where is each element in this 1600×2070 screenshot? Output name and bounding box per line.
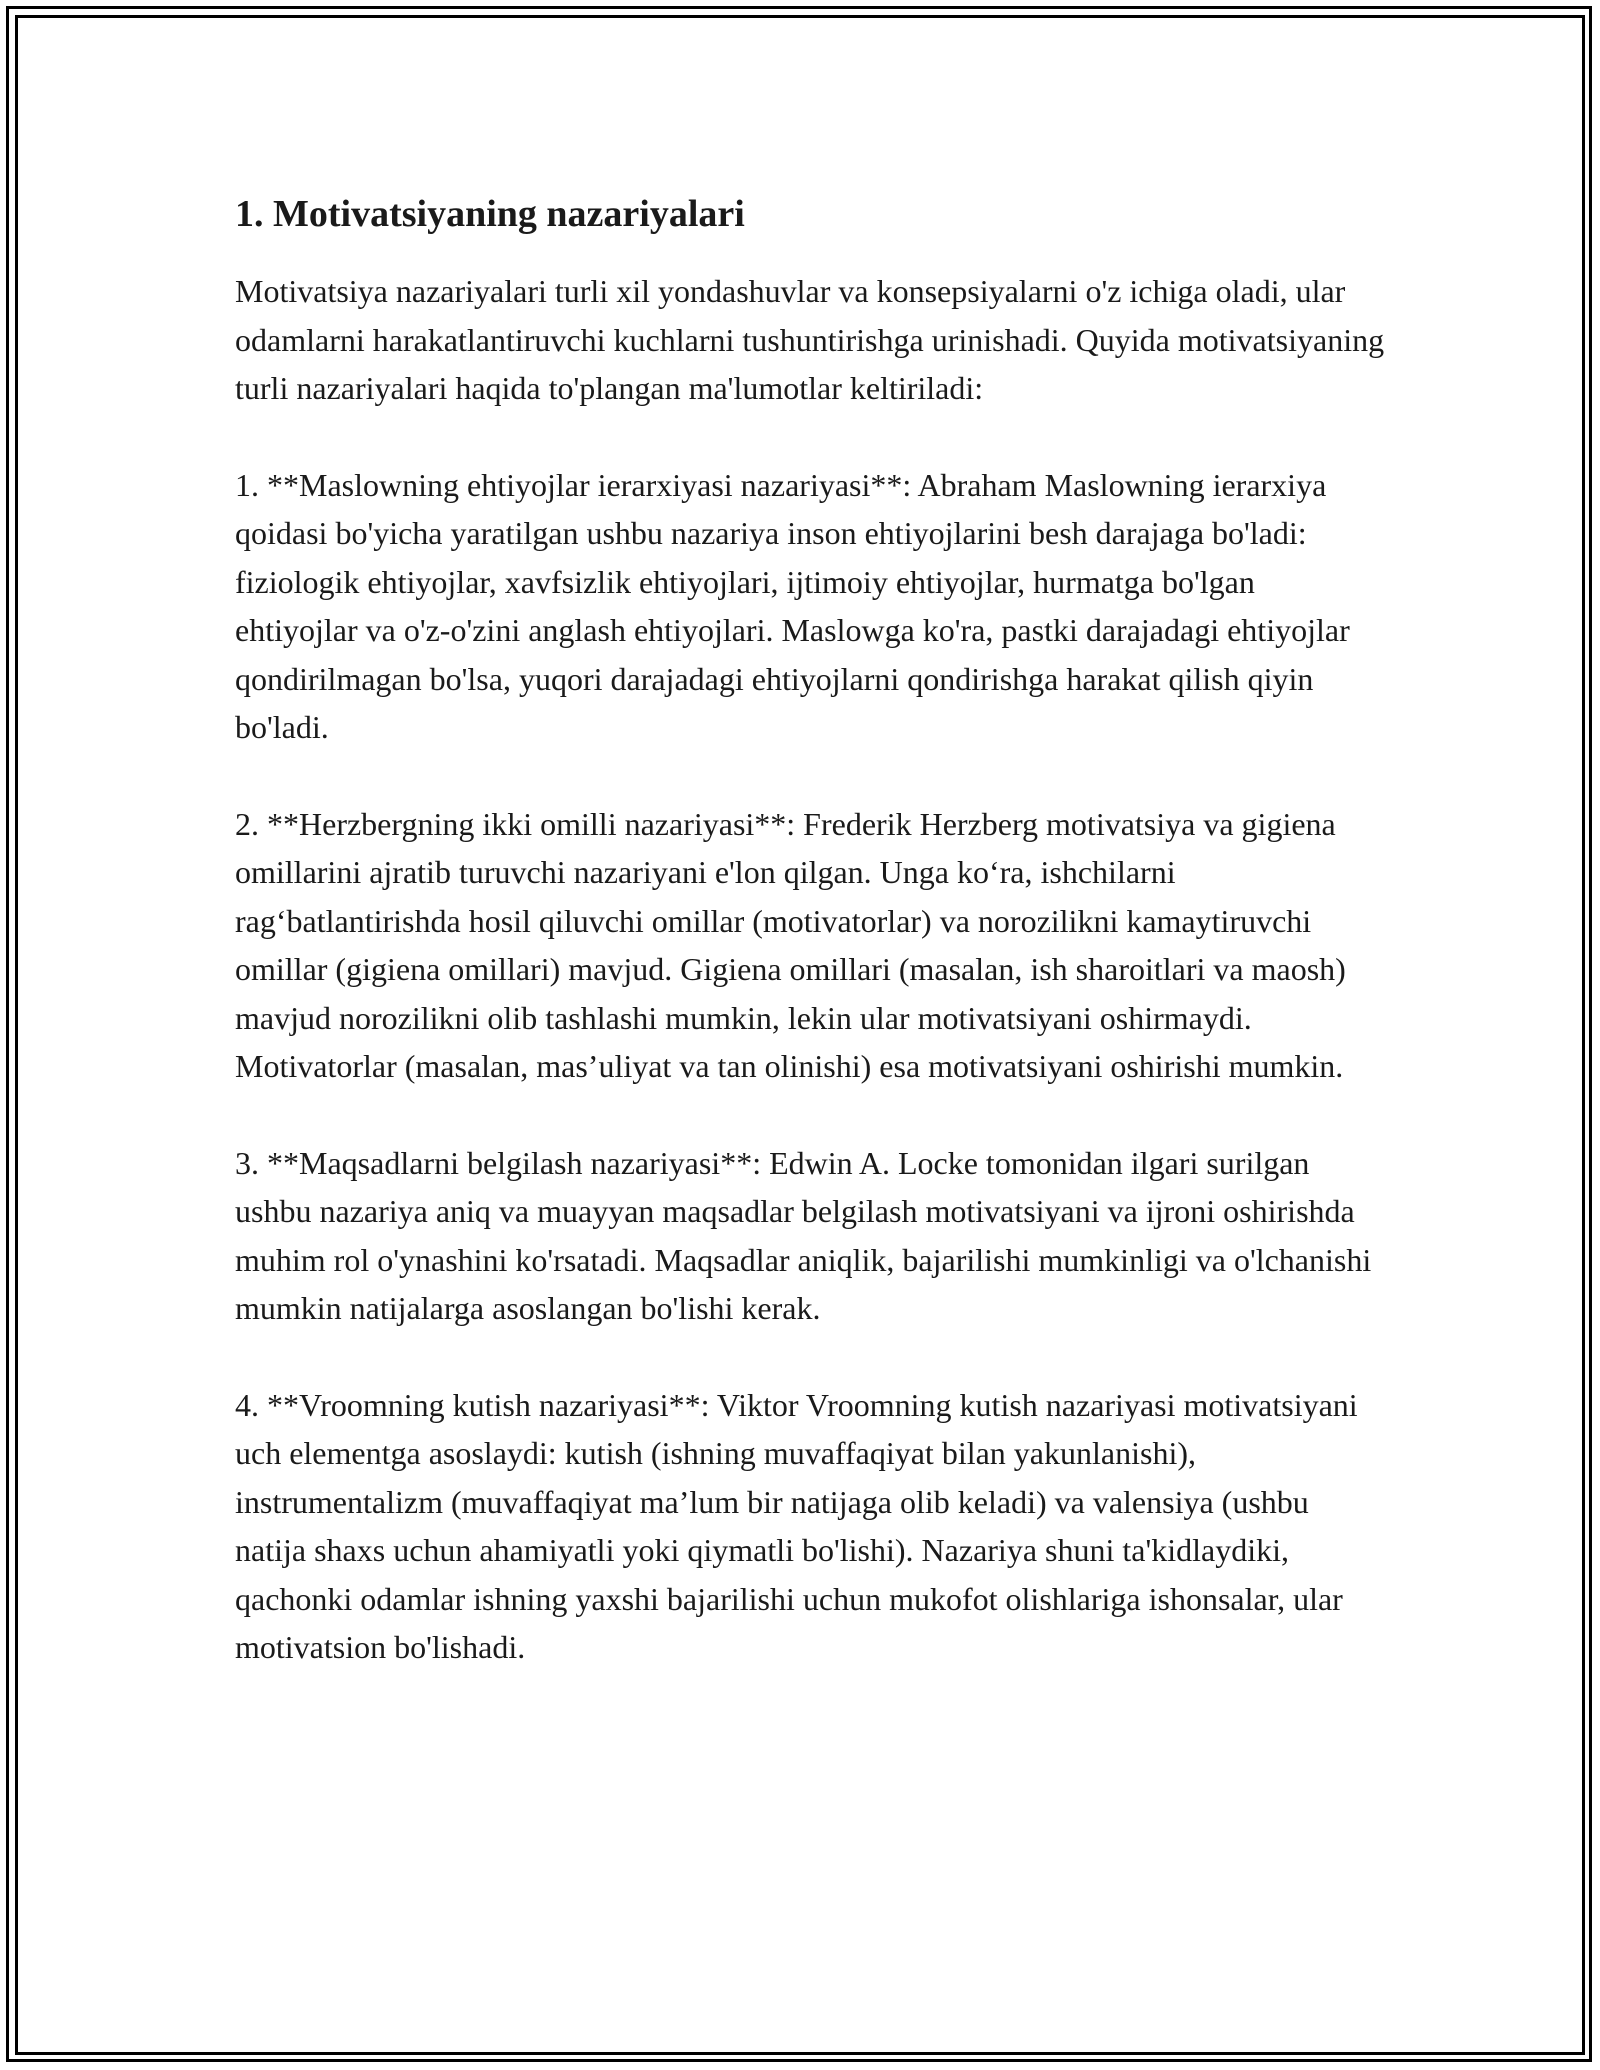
herzberg-paragraph: 2. **Herzbergning ikki omilli nazariyasi**: Frederik Herzberg motivatsiya va gigiena omillarini ajratib turuvchi nazariyani e'lon qilgan. Unga ko‘ra, ishchilarni rag‘batlantirishda hosil qiluvchi omillar (motivatorlar) va norozilikni kamaytiruvchi omillar (gigiena omillari) mavjud. Gigiena omillari (masalan, ish sharoitlari va maosh) mavjud norozilikni olib tashlashi mumkin, lekin ular motivatsiyani oshirmaydi. Motivatorlar (masalan, mas’uliyat va tan olinishi) esa motivatsiyani oshirishi mumkin.: [235, 805, 1346, 1084]
goal-setting-paragraph: 3. **Maqsadlarni belgilash nazariyasi**: Edwin A. Locke tomonidan ilgari surilgan ushbu nazariya aniq va muayyan maqsadlar belgilash motivatsiyani va ijroni oshirishda muhim rol o'ynashini ko'rsatadi. Maqsadlar aniqlik, bajarilishi mumkinligi va o'lchanishi mumkin natijalarga asoslangan bo'lishi kerak.: [235, 1144, 1372, 1326]
document-body: [235, 185, 1385, 1720]
vroom-paragraph: 4. **Vroomning kutish nazariyasi**: Viktor Vroomning kutish nazariyasi motivatsiyani uch elementga asoslaydi: kutish (ishning muvaffaqiyat bilan yakunlanishi), instrumentalizm (muvaffaqiyat ma’lum bir natijaga olib keladi) va valensiya (ushbu natija shaxs uchun ahamiyatli yoki qiymatli bo'lishi). Nazariya shuni ta'kidlaydiki, qachonki odamlar ishning yaxshi bajarilishi uchun mukofot olishlariga ishonsalar, ular motivatsion bo'lishadi.: [235, 1386, 1358, 1665]
section-heading: 1. Motivatsiyaning nazariyalari: [235, 193, 745, 235]
intro-paragraph: Motivatsiya nazariyalari turli xil yondashuvlar va konsepsiyalarni o'z ichiga oladi, ular odamlarni harakatlantiruvchi kuchlarni tushuntirishga urinishadi. Quyida motivatsiyaning turli nazariyalari haqida to'plangan ma'lumotlar keltiriladi:: [235, 273, 1385, 406]
maslow-paragraph: 1. **Maslowning ehtiyojlar ierarxiyasi nazariyasi**: Abraham Maslowning ierarxiya qoidasi bo'yicha yaratilgan ushbu nazariya inson ehtiyojlarini besh darajaga bo'ladi: fiziologik ehtiyojlar, xavfsizlik ehtiyojlari, ijtimoiy ehtiyojlar, hurmatga bo'lgan ehtiyojlar va o'z-o'zini anglash ehtiyojlari. Maslowga ko'ra, pastki darajadagi ehtiyojlar qondirilmagan bo'lsa, yuqori darajadagi ehtiyojlarni qondirishga harakat qilish qiyin bo'ladi.: [235, 466, 1350, 745]
